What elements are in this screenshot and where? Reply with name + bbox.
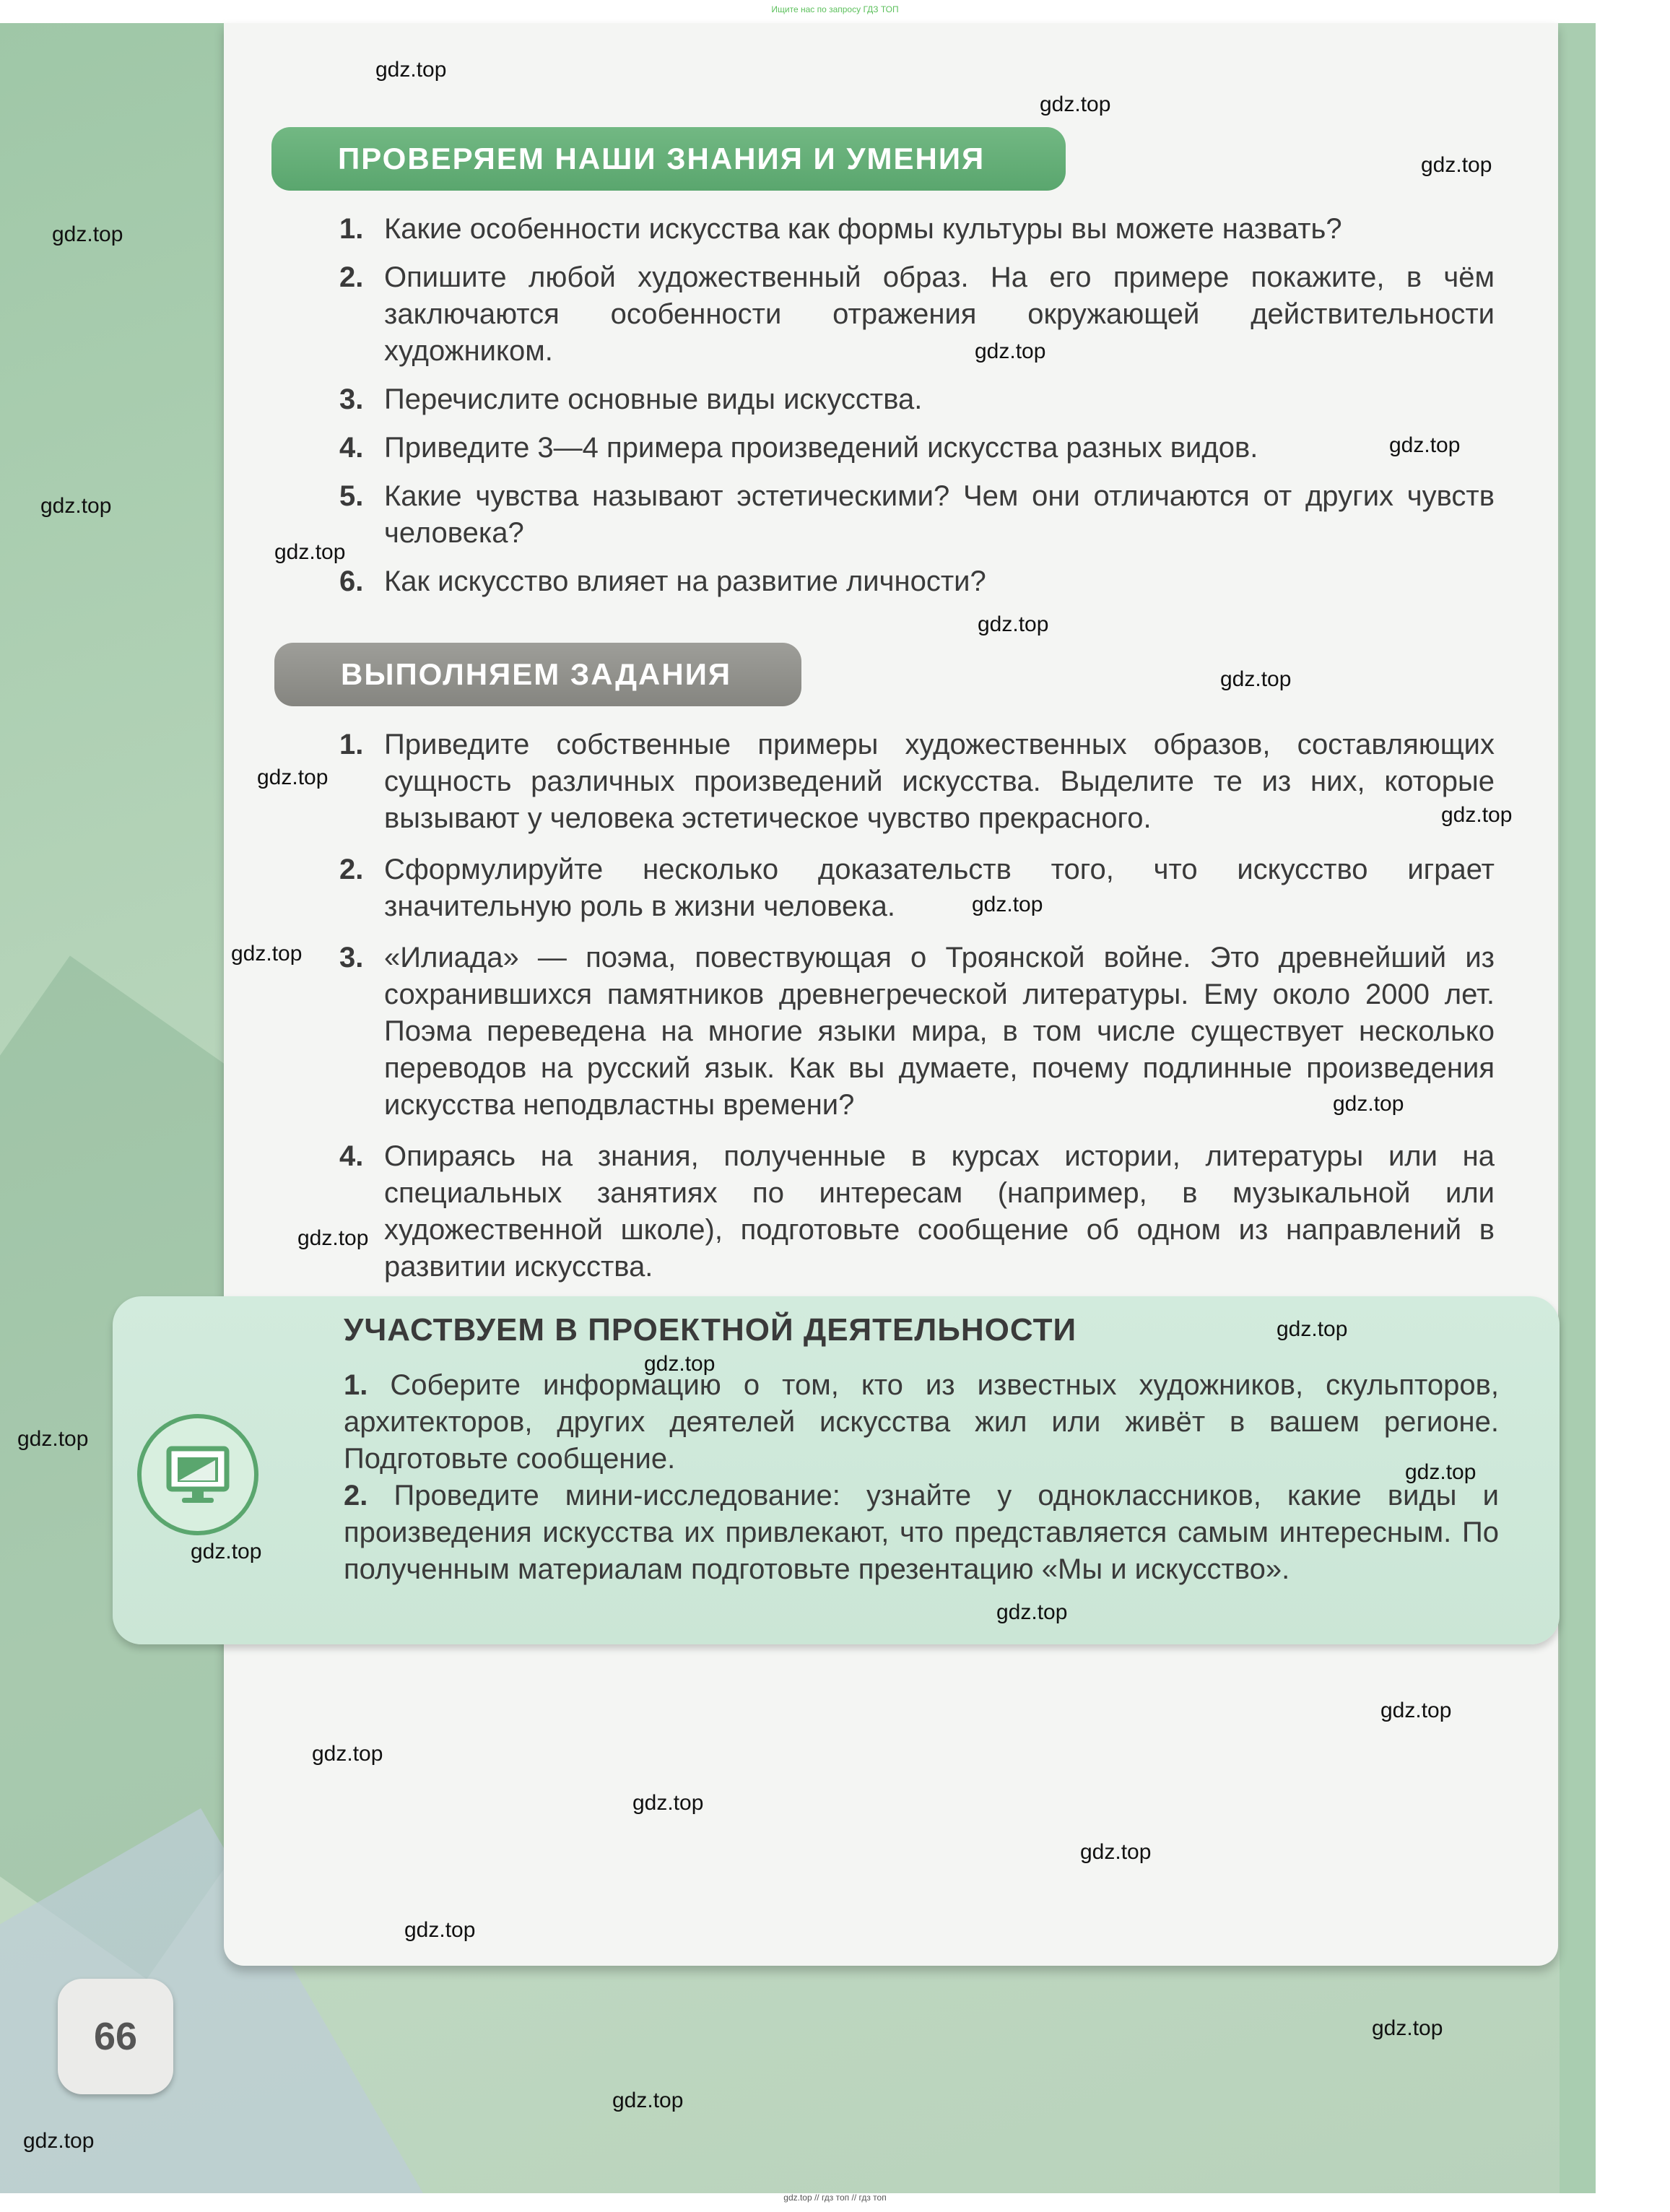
list-item <box>339 940 1495 1124</box>
section-header-tasks: ВЫПОЛНЯЕМ ЗАДАНИЯ <box>274 643 801 706</box>
item-text: Опишите любой художественный образ. На его примере покажите, в чём заключаются особенности отражения окружающей действительности художником. <box>384 261 1495 367</box>
watermark: gdz.top <box>375 58 447 82</box>
list-item <box>339 211 1495 248</box>
watermark: gdz.top <box>1040 92 1111 116</box>
list-item <box>339 430 1495 467</box>
page-number: 66 <box>58 1979 173 2094</box>
list-item <box>339 381 1495 418</box>
computer-monitor-icon <box>137 1414 258 1535</box>
watermark: gdz.top <box>404 1918 476 1942</box>
project-tasks <box>344 1367 1499 1588</box>
item-number: 1. <box>339 729 364 760</box>
watermark: gdz.top <box>1080 1840 1152 1864</box>
watermark: gdz.top <box>1380 1699 1452 1722</box>
item-text: Приведите 3—4 примера произведений искусства разных видов. <box>384 432 1258 464</box>
item-text: «Илиада» — поэма, повествующая о Троянской войне. Это древнейший из сохранившихся памятников древнегреческой литературы. Ему около 2000 лет. Поэма переведена на многие языки мира, в том числе существует несколько переводов на русский язык. Как вы думаете, почему подлинные произведения искусства неподвластны времени? <box>384 942 1495 1121</box>
item-number: 4. <box>339 1140 364 1172</box>
item-text: Приведите собственные примеры художественных образов, составляющих сущность различных произведений искусства. Выделите те из них, которые вызывают у человека эстетическое чувство прекрасного. <box>384 729 1495 834</box>
watermark: gdz.top <box>972 893 1043 916</box>
project-section-title: УЧАСТВУЕМ В ПРОЕКТНОЙ ДЕЯТЕЛЬНОСТИ <box>344 1312 1077 1348</box>
watermark: gdz.top <box>632 1791 704 1815</box>
item-number: 1. <box>339 213 364 245</box>
watermark: gdz.top <box>312 1742 383 1766</box>
item-number: 2. <box>344 1480 368 1511</box>
watermark: gdz.top <box>191 1540 262 1563</box>
watermark: gdz.top <box>23 2129 95 2153</box>
top-note: Ищите нас по запросу ГДЗ ТОП <box>771 4 899 14</box>
watermark: gdz.top <box>1441 803 1513 827</box>
item-text: Перечислите основные виды искусства. <box>384 383 923 415</box>
watermark: gdz.top <box>612 2089 684 2112</box>
watermark: gdz.top <box>1277 1317 1348 1341</box>
item-text: Сформулируйте несколько доказательств того, что искусство играет значительную роль в жизни человека. <box>384 854 1495 922</box>
watermark: gdz.top <box>297 1226 369 1250</box>
watermark: gdz.top <box>1220 667 1292 691</box>
list-item <box>339 259 1495 370</box>
item-text: Проведите мини-исследование: узнайте у одноклассников, какие виды и произведения искусства их привлекают, что представляется самым интересным. По полученным материалам подготовьте презентацию «Мы и искусство». <box>344 1480 1499 1585</box>
watermark: gdz.top <box>644 1352 716 1376</box>
item-number: 6. <box>339 565 364 597</box>
item-number: 2. <box>339 261 364 293</box>
watermark: gdz.top <box>17 1427 89 1451</box>
watermark: gdz.top <box>1421 153 1492 177</box>
watermark: gdz.top <box>978 612 1049 636</box>
watermark: gdz.top <box>231 942 303 966</box>
item-number: 1. <box>344 1369 368 1401</box>
item-number: 3. <box>339 383 364 415</box>
watermark: gdz.top <box>40 494 112 518</box>
watermark: gdz.top <box>1405 1460 1477 1484</box>
page-edge <box>1560 23 1596 2193</box>
watermark: gdz.top <box>1372 2016 1443 2040</box>
item-number: 2. <box>339 854 364 885</box>
list-item <box>339 478 1495 552</box>
tasks-list <box>339 727 1495 1300</box>
list-item <box>339 727 1495 837</box>
item-text: Какие чувства называют эстетическими? Чем они отличаются от других чувств человека? <box>384 480 1495 549</box>
bottom-note: gdz.top // гдз топ // гдз топ <box>783 2193 887 2203</box>
watermark: gdz.top <box>1333 1092 1404 1116</box>
item-text: Как искусство влияет на развитие личности? <box>384 565 986 597</box>
project-item <box>344 1367 1499 1478</box>
project-item <box>344 1478 1499 1588</box>
watermark: gdz.top <box>996 1600 1068 1624</box>
watermark: gdz.top <box>1389 433 1461 457</box>
watermark: gdz.top <box>52 222 123 246</box>
item-number: 3. <box>339 942 364 973</box>
item-text: Соберите информацию о том, кто из известных художников, скульпторов, архитекторов, других деятелей искусства жил или живёт в вашем регионе. Подготовьте сообщение. <box>344 1369 1499 1475</box>
list-item <box>339 563 1495 600</box>
list-item <box>339 1138 1495 1285</box>
item-text: Опираясь на знания, полученные в курсах истории, литературы или на специальных занятиях по интересам (например, в музыкальной или художественной школе), подготовьте сообщение об одном из направлений в развитии искусства. <box>384 1140 1495 1283</box>
watermark: gdz.top <box>975 339 1046 363</box>
monitor-graphic <box>162 1439 234 1511</box>
item-text: Какие особенности искусства как формы культуры вы можете назвать? <box>384 213 1342 245</box>
list-item <box>339 851 1495 925</box>
check-knowledge-questions <box>339 211 1495 612</box>
watermark: gdz.top <box>274 540 346 564</box>
project-activity-box <box>113 1296 1560 1644</box>
watermark: gdz.top <box>257 765 329 789</box>
item-number: 5. <box>339 480 364 512</box>
section-header-check-knowledge: ПРОВЕРЯЕМ НАШИ ЗНАНИЯ И УМЕНИЯ <box>271 127 1066 191</box>
item-number: 4. <box>339 432 364 464</box>
